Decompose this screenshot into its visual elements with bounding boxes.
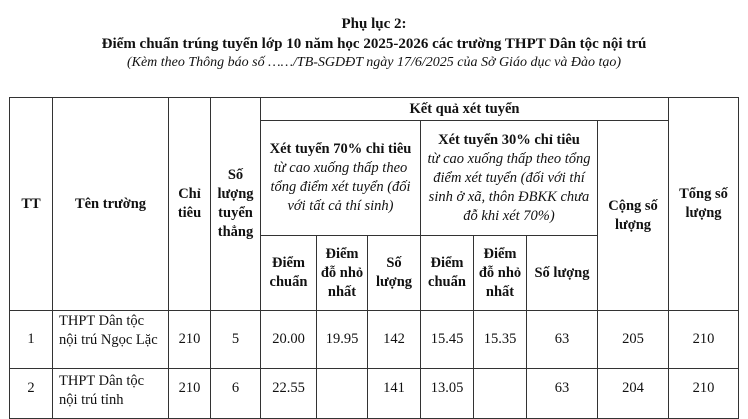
cell-total: 210 [669, 369, 739, 419]
group-70-note: từ cao xuống thấp theo tổng điểm xét tuyển (đối với tất cả thí sinh) [270, 160, 411, 214]
header-school-name: Tên trường [53, 98, 169, 311]
document-title: Điểm chuẩn trúng tuyển lớp 10 năm học 2025-2026 các trường THPT Dân tộc nội trú [101, 36, 647, 52]
cell-direct: 6 [211, 369, 261, 419]
cell-min-30 [474, 369, 527, 419]
header-count-70: Số lượng [368, 236, 421, 311]
admission-score-table [9, 97, 739, 419]
header-quota: Chỉ tiêu [169, 98, 211, 311]
group-30-title: Xét tuyển 30% chỉ tiêu [438, 131, 580, 148]
document-subtitle: (Kèm theo Thông báo số ……/TB-SGDĐT ngày 17/6/2025 của Sở Giáo dục và Đào tạo) [126, 55, 622, 70]
cell-school-name: THPT Dân tộc nội trú Ngọc Lặc [53, 311, 169, 369]
cell-count-30: 63 [527, 311, 598, 369]
appendix-label: Phụ lục 2: [341, 16, 407, 32]
cell-sum: 205 [598, 311, 669, 369]
cell-quota: 210 [169, 369, 211, 419]
header-group-30 [421, 121, 598, 236]
table-row [10, 369, 739, 419]
header-sum: Cộng số lượng [598, 121, 669, 311]
header-tt: TT [10, 98, 53, 311]
cell-score-30: 15.45 [421, 311, 474, 369]
cell-tt: 2 [10, 369, 53, 419]
cell-min-70: 19.95 [317, 311, 368, 369]
cell-total: 210 [669, 311, 739, 369]
header-direct-admission: Số lượng tuyển thẳng [211, 98, 261, 311]
header-min-30: Điểm đỗ nhỏ nhất [474, 236, 527, 311]
header-group-70 [261, 121, 421, 236]
cell-min-30: 15.35 [474, 311, 527, 369]
header-total: Tổng số lượng [669, 98, 739, 311]
cell-count-30: 63 [527, 369, 598, 419]
cell-count-70: 142 [368, 311, 421, 369]
cell-score-30: 13.05 [421, 369, 474, 419]
header-count-30: Số lượng [527, 236, 598, 311]
cell-quota: 210 [169, 311, 211, 369]
cell-school-name: THPT Dân tộc nội trú tỉnh [53, 369, 169, 419]
group-70-title: Xét tuyển 70% chỉ tiêu [269, 141, 412, 157]
cell-tt: 1 [10, 311, 53, 369]
table-row [10, 311, 739, 369]
cell-score-70: 20.00 [261, 311, 317, 369]
cell-count-70: 141 [368, 369, 421, 419]
cell-score-70: 22.55 [261, 369, 317, 419]
group-30-note: từ cao xuống thấp theo tổng điểm xét tuyển (đối với thí sinh ở xã, thôn ĐBKK chưa đỗ khi xét 70%) [427, 150, 591, 224]
cell-sum: 204 [598, 369, 669, 419]
cell-direct: 5 [211, 311, 261, 369]
cell-min-70 [317, 369, 368, 419]
header-score-70: Điểm chuẩn [261, 236, 317, 311]
header-score-30: Điểm chuẩn [421, 236, 474, 311]
header-min-70: Điểm đỗ nhỏ nhất [317, 236, 368, 311]
header-admission-result: Kết quả xét tuyển [261, 98, 669, 121]
